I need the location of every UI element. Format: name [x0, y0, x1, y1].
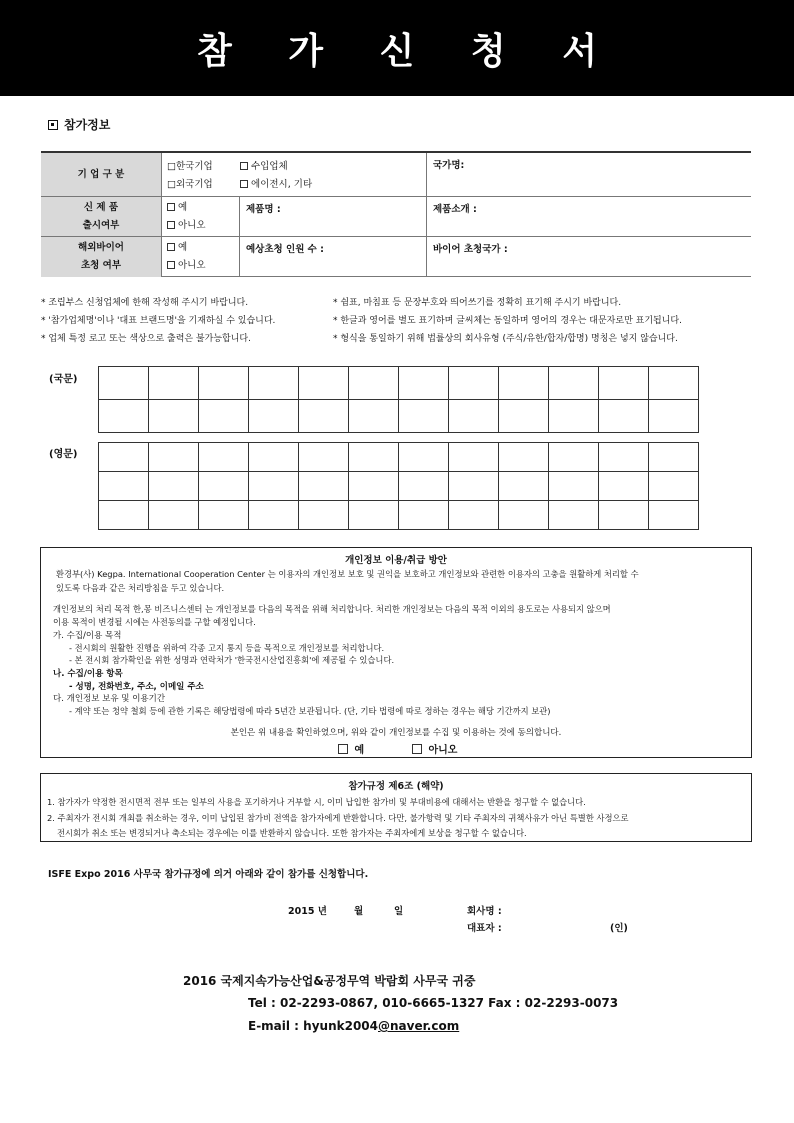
expected-count-field[interactable]: 예상초청 인원 수 :: [239, 237, 426, 277]
checkbox-icon: [167, 243, 175, 251]
company-type-options: [161, 153, 426, 196]
privacy-consent-no[interactable]: 아니오: [412, 741, 457, 756]
rules-box: [40, 773, 752, 842]
privacy-section-c-1: - 계약 또는 청약 철회 등에 관한 기록은 해당법령에 따라 5년간 보관됩니다. (단, 기타 법령에 따로 정하는 경우는 해당 기간까지 보관): [69, 706, 551, 716]
agency-option[interactable]: 에이전시, 기타: [240, 179, 312, 190]
rules-title: 참가규정 제6조 (해약): [348, 781, 444, 792]
date-day[interactable]: 일: [394, 906, 404, 917]
privacy-section-a-2: - 본 전시회 참가확인을 위한 성명과 연락처가 '한국전시산업진흥회'에 제공될 수 있습니다.: [69, 655, 395, 665]
company-type-row: [41, 153, 751, 197]
privacy-consent-yes[interactable]: 예: [338, 741, 364, 756]
note-left-2: * '참가업체명'이나 '대표 브랜드명'을 기재하실 수 있습니다.: [41, 316, 276, 326]
buyer-invite-label: 해외바이어 초청 여부: [41, 237, 162, 277]
privacy-section-a-title: 가. 수집/이용 목적: [53, 631, 122, 641]
date-year[interactable]: 2015 년: [288, 906, 327, 917]
foreign-company-option[interactable]: □외국기업: [167, 179, 213, 190]
new-product-label: 신 제 품 출시여부: [41, 197, 162, 236]
buyer-invite-options: [161, 237, 239, 277]
checkbox-icon: [240, 180, 248, 188]
square-bullet-icon: [48, 120, 58, 130]
buyer-invite-no[interactable]: 아니오: [167, 257, 233, 275]
rules-item-2a: 2. 주최자가 전시회 개최를 취소하는 경우, 이미 납입된 참가비 전액을 참가자에게 반환합니다. 다만, 불가항력 및 기타 주최자의 귀책사유가 아닌 특별한 사정으로: [47, 813, 629, 823]
seal-mark: (인): [610, 923, 628, 934]
checkbox-icon: [240, 162, 248, 170]
buyer-invite-row: [41, 237, 751, 277]
new-product-no[interactable]: 아니오: [167, 217, 233, 235]
note-right-2: * 한글과 영어를 별도 표기하며 글씨체는 동일하며 영어의 경우는 대문자로만 표기됩니다.: [333, 316, 682, 326]
korean-company-option[interactable]: □한국기업: [167, 161, 213, 172]
company-type-label: 기 업 구 분: [41, 153, 162, 196]
representative-label[interactable]: 대표자 :: [467, 923, 502, 934]
checkbox-icon: [412, 744, 422, 754]
english-grid-label: (영문): [49, 449, 78, 460]
korean-grid-label: (국문): [49, 374, 78, 385]
privacy-purpose-2: 이용 목적이 변경될 시에는 사전동의를 구할 예정입니다.: [53, 617, 256, 627]
privacy-title: 개인정보 이용/취급 방안: [345, 555, 447, 566]
page-title: 참 가 신 청 서: [196, 30, 619, 72]
korean-name-grid[interactable]: [98, 366, 699, 433]
privacy-policy-box: [40, 547, 752, 758]
participation-info-table: [41, 151, 751, 277]
section-title: 참가정보: [64, 118, 111, 132]
checkbox-icon: [167, 203, 175, 211]
section-heading: [48, 116, 110, 133]
company-name-label[interactable]: 회사명 :: [467, 906, 502, 917]
application-statement: ISFE Expo 2016 사무국 참가규정에 의거 아래와 같이 참가를 신청합니다.: [48, 869, 369, 880]
contact-phone: Tel : 02-2293-0867, 010-6665-1327 Fax : 02-2293-0073: [248, 996, 619, 1010]
buyer-country-field[interactable]: 바이어 초청국가 :: [426, 237, 751, 277]
buyer-invite-yes[interactable]: 예: [167, 239, 233, 257]
note-right-1: * 쉼표, 마침표 등 문장부호와 띄어쓰기를 정확히 표기해 주시기 바랍니다.: [333, 298, 622, 308]
product-intro-field[interactable]: 제품소개 :: [426, 197, 751, 236]
privacy-intro-1: 환경부(사) Kegpa. International Cooperation Center 는 이용자의 개인정보 보호 및 권익을 보호하고 개인정보와 관련한 이용자의 고충을 원활하게 처리할 수: [56, 569, 639, 579]
rules-item-1: 1. 참가자가 약정한 전시면적 전부 또는 일부의 사용을 포기하거나 거부할 시, 이미 납입한 참가비 및 부대비용에 대해서는 반환을 청구할 수 없습니다.: [47, 797, 586, 807]
privacy-intro-2: 있도록 다음과 같은 처리방침을 두고 있습니다.: [56, 583, 225, 593]
privacy-section-b-title: 나. 수집/이용 항목: [53, 669, 123, 679]
organization-name: 2016 국제지속가능산업&공정무역 박람회 사무국 귀중: [183, 974, 476, 988]
product-name-field[interactable]: 제품명 :: [239, 197, 426, 236]
checkbox-icon: [338, 744, 348, 754]
title-bar: [0, 0, 794, 96]
import-company-option[interactable]: 수입업체: [240, 161, 288, 172]
privacy-section-c-title: 다. 개인정보 보유 및 이용기간: [53, 694, 166, 704]
new-product-yes[interactable]: 예: [167, 199, 233, 217]
checkbox-icon: [167, 221, 175, 229]
email-domain-link[interactable]: @naver.com: [378, 1019, 460, 1033]
contact-email[interactable]: E-mail : hyunk2004@naver.com: [248, 1019, 460, 1033]
english-name-grid[interactable]: [98, 442, 699, 530]
note-left-3: * 업체 특정 로고 또는 색상으로 출력은 불가능합니다.: [41, 334, 251, 344]
privacy-consent: 본인은 위 내용을 확인하였으며, 위와 같이 개인정보를 수집 및 이용하는 것에 동의합니다.: [230, 728, 562, 738]
checkbox-icon: [167, 261, 175, 269]
note-left-1: * 조립부스 신청업체에 한해 작성해 주시기 바랍니다.: [41, 298, 249, 308]
rules-item-2b: 전시회가 취소 또는 변경되거나 축소되는 경우에는 이를 반환하지 않습니다. 또한 참가자는 주최자에게 보상을 청구할 수 없습니다.: [57, 828, 527, 838]
date-month[interactable]: 월: [354, 906, 364, 917]
privacy-section-a-1: - 전시회의 원활한 진행을 위하여 각종 고지 통지 등을 목적으로 개인정보를 처리합니다.: [69, 643, 385, 653]
new-product-row: [41, 197, 751, 237]
new-product-options: [161, 197, 239, 236]
privacy-purpose-1: 개인정보의 처리 목적 한,몽 비즈니스센터 는 개인정보를 다음의 목적을 위해 처리합니다. 처리한 개인정보는 다음의 목적 이외의 용도로는 사용되지 않으며: [53, 604, 611, 614]
country-name-field[interactable]: 국가명:: [426, 153, 751, 196]
privacy-section-b-1: - 성명, 전화번호, 주소, 이메일 주소: [69, 682, 204, 692]
note-right-3: * 형식을 통일하기 위해 법률상의 회사유형 (주식/유한/합자/합명) 명칭은 넣지 않습니다.: [333, 334, 678, 344]
